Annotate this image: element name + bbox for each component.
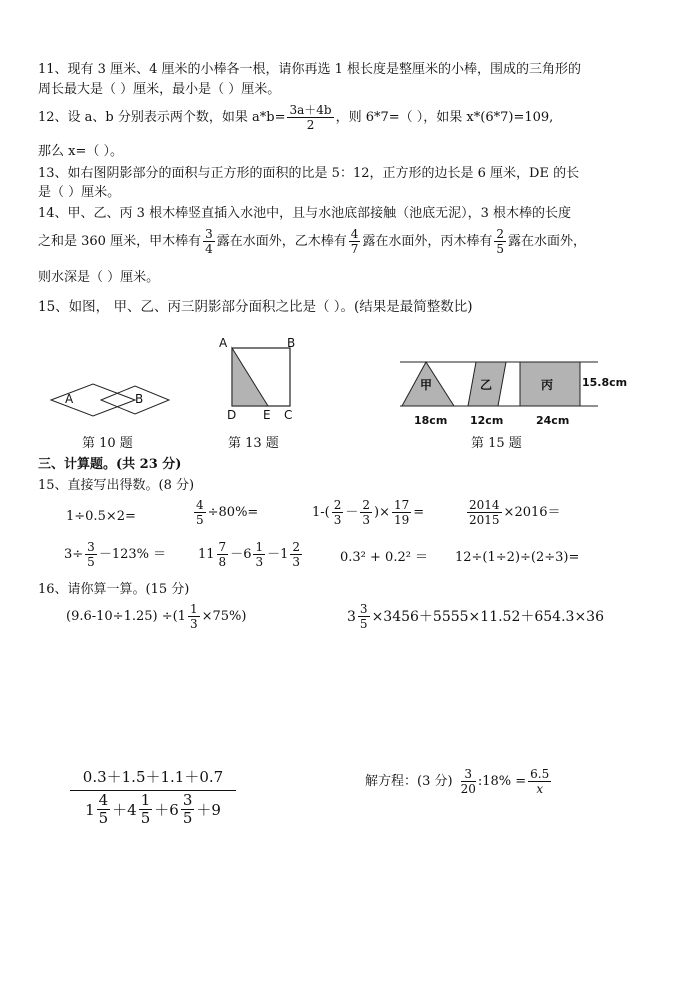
r1c3-f3n: 17 bbox=[394, 498, 410, 512]
q16-e4-f2n: 6.5 bbox=[530, 767, 550, 781]
q16-e1-fd: 3 bbox=[189, 617, 198, 631]
r1c3-f2n: 2 bbox=[362, 498, 371, 512]
r2c2-f2n: 1 bbox=[255, 540, 264, 554]
q12-pre: 12、设 a、b 分别表示两个数，如果 a*b= bbox=[38, 109, 286, 125]
q16-title: 16、请你算一算。(15 分) bbox=[38, 582, 190, 597]
q12-line1 bbox=[38, 104, 553, 131]
q16-e3-op3: ＋9 bbox=[196, 801, 221, 819]
q16-e4-frac1 bbox=[461, 768, 476, 795]
q16-e4-mid: :18% = bbox=[477, 773, 527, 789]
q14-f1d: 4 bbox=[205, 242, 213, 256]
q14-seg2: 露在水面外，乙木棒有 bbox=[216, 233, 347, 249]
q16-e2-fn: 3 bbox=[359, 602, 368, 616]
q16-e4-f2d: x bbox=[536, 782, 544, 796]
r1c3-f3d: 19 bbox=[394, 513, 410, 527]
q14-f2n: 4 bbox=[350, 227, 359, 241]
q16-e3-w1: 1 bbox=[85, 800, 95, 819]
r2c2-f2d: 3 bbox=[255, 555, 264, 569]
r1c2-frac bbox=[194, 499, 206, 526]
q15-text: 15、如图， 甲、乙、丙三阴影部分面积之比是（ ）。(结果是最简整数比) bbox=[38, 299, 473, 315]
q15b-r1c4 bbox=[465, 499, 561, 526]
r1c2-rest: ÷80%= bbox=[207, 504, 259, 520]
q14-line1: 14、甲、乙、丙 3 根木棒竖直插入水池中，且与水池底部接触（池底无泥），3 根木棒的长度 bbox=[38, 206, 571, 221]
r2c1-rest: －123% ＝ bbox=[98, 546, 167, 562]
q16-e3-f2n: 1 bbox=[140, 791, 151, 809]
r1c3-f1n: 2 bbox=[333, 498, 342, 512]
fig13-label-d: D bbox=[227, 408, 237, 422]
q16-e4-pre: 解方程：(3 分) bbox=[365, 773, 453, 789]
fig10-rhombus-left bbox=[51, 384, 135, 416]
q16-e4-f1d: 20 bbox=[460, 782, 476, 796]
q16-e3-f1n: 4 bbox=[98, 791, 109, 809]
fig13-shaded-triangle bbox=[232, 348, 268, 406]
q15b-r2c4: 12÷(1÷2)÷(2÷3)= bbox=[455, 550, 580, 565]
q14-seg3: 露在水面外，丙木棒有 bbox=[362, 233, 493, 249]
r1c3-frac2 bbox=[360, 499, 372, 526]
q15b-title: 15、直接写出得数。(8 分) bbox=[38, 478, 195, 493]
section3-title: 三、计算题。(共 23 分) bbox=[38, 457, 182, 472]
fig10-label-a: A bbox=[65, 392, 74, 406]
r2c2-w1: 11 bbox=[198, 546, 215, 562]
fig13-diagram bbox=[226, 343, 296, 413]
q16-e2-post: ×3456＋5555×11.52＋654.3×36 bbox=[371, 608, 604, 625]
q11-line1: 11、现有 3 厘米、4 厘米的小棒各一根，请你再选 1 根长度是整厘米的小棒，围成的三角形的 bbox=[38, 62, 582, 77]
q16-e3-f3n: 3 bbox=[182, 791, 193, 809]
r1c3-f2d: 3 bbox=[362, 513, 371, 527]
q14-frac3 bbox=[494, 228, 506, 255]
q12-frac-num: 3a＋4b bbox=[289, 103, 332, 117]
q16-e3-f3d: 5 bbox=[182, 809, 193, 827]
q16-e3-f2d: 5 bbox=[140, 809, 151, 827]
q16-e2-frac bbox=[358, 603, 370, 630]
r1c2-fn: 4 bbox=[196, 498, 204, 512]
r1c4-frac bbox=[467, 499, 502, 526]
q16-expr3 bbox=[70, 766, 236, 826]
fig15-caption: 第 15 题 bbox=[471, 436, 522, 451]
r2c2-frac1 bbox=[217, 541, 229, 568]
r2c1-fd: 5 bbox=[87, 555, 95, 569]
q16-e2-w: 3 bbox=[347, 608, 356, 625]
fig13-label-c: C bbox=[284, 408, 293, 422]
fig13-caption: 第 13 题 bbox=[228, 436, 279, 451]
q16-e3-numerator: 0.3＋1.5＋1.1＋0.7 bbox=[70, 766, 236, 791]
fig15-label-yi: 乙 bbox=[480, 378, 493, 392]
r2c1-fn: 3 bbox=[87, 540, 95, 554]
q14-f2d: 7 bbox=[350, 242, 359, 256]
q13-line1: 13、如右图阴影部分的面积与正方形的面积的比是 5：12，正方形的边长是 6 厘米，DE 的长 bbox=[38, 166, 580, 181]
q14-line3: 则水深是（ ）厘米。 bbox=[38, 270, 160, 285]
r2c2-f1d: 8 bbox=[218, 555, 227, 569]
r1c3-frac3 bbox=[392, 499, 411, 526]
q14-seg1: 之和是 360 厘米，甲木棒有 bbox=[38, 233, 202, 249]
q16-e3-frac2 bbox=[139, 793, 153, 826]
q14-f3d: 5 bbox=[496, 242, 505, 256]
fig13-label-a: A bbox=[219, 336, 228, 350]
r1c3-f1d: 3 bbox=[333, 513, 342, 527]
q16-equation bbox=[365, 768, 553, 795]
q16-e1-pre: (9.6-10÷1.25) ÷(1 bbox=[66, 608, 186, 624]
q16-expr2 bbox=[347, 603, 604, 630]
fig15-label-w3: 24cm bbox=[536, 414, 570, 427]
r2c2-f3n: 2 bbox=[292, 540, 301, 554]
q16-e3-denominator bbox=[70, 791, 236, 826]
q16-e3-frac1 bbox=[97, 793, 111, 826]
q14-frac2 bbox=[349, 228, 361, 255]
r1c4-fn: 2014 bbox=[469, 498, 500, 512]
q15b-r1c3 bbox=[312, 499, 424, 526]
r1c4-fd: 2015 bbox=[469, 513, 500, 527]
r1c3-frac1 bbox=[332, 499, 344, 526]
fig15-label-w2: 12cm bbox=[470, 414, 504, 427]
q12-post: ，则 6*7=（ ），如果 x*(6*7)=109, bbox=[335, 109, 554, 125]
r2c1-frac bbox=[85, 541, 97, 568]
fig15-label-bing: 丙 bbox=[541, 378, 554, 392]
fig15-label-jia: 甲 bbox=[420, 378, 433, 392]
q14-line2 bbox=[38, 228, 586, 255]
q14-seg4: 露在水面外， bbox=[508, 233, 587, 249]
q15b-r1c1: 1÷0.5×2= bbox=[66, 509, 136, 524]
r1c4-rest: ×2016＝ bbox=[503, 504, 561, 520]
r1c3-pre: 1-( bbox=[312, 504, 330, 520]
q12-fraction bbox=[287, 104, 333, 131]
q16-e1-fn: 1 bbox=[189, 602, 198, 616]
q16-e1-frac bbox=[188, 603, 200, 630]
fig10-caption: 第 10 题 bbox=[82, 436, 133, 451]
q16-e1-post: ×75%) bbox=[201, 608, 247, 624]
r1c3-eq: = bbox=[413, 504, 425, 520]
q12-line2: 那么 x=（ ）。 bbox=[38, 144, 123, 159]
r1c3-close: )× bbox=[374, 504, 391, 520]
q16-e3-frac3 bbox=[181, 793, 195, 826]
r2c2-op2: －1 bbox=[267, 546, 289, 562]
r2c2-op1: －6 bbox=[230, 546, 252, 562]
q12-frac-den: 2 bbox=[306, 118, 315, 132]
q15b-r2c3: 0.3² + 0.2² ＝ bbox=[340, 550, 429, 565]
fig10-label-b: B bbox=[135, 392, 144, 406]
q13-line2: 是（ ）厘米。 bbox=[38, 185, 121, 200]
q15b-r2c1 bbox=[64, 541, 166, 568]
q11-line2: 周长最大是（ ）厘米，最小是（ ）厘米。 bbox=[38, 82, 281, 97]
q15b-r1c2 bbox=[192, 499, 258, 526]
r1c2-fd: 5 bbox=[196, 513, 204, 527]
q16-e2-fd: 5 bbox=[359, 617, 368, 631]
q14-f1n: 3 bbox=[205, 227, 213, 241]
q16-e3-op1: ＋4 bbox=[112, 801, 137, 819]
fig13-label-b: B bbox=[287, 336, 296, 350]
q16-e3-op2: ＋6 bbox=[154, 801, 179, 819]
fig15-label-w1: 18cm bbox=[414, 414, 448, 427]
r2c2-f3d: 3 bbox=[292, 555, 301, 569]
q15b-r2c2 bbox=[198, 541, 304, 568]
r2c1-pre: 3÷ bbox=[64, 546, 84, 562]
q14-f3n: 2 bbox=[496, 227, 505, 241]
q16-e4-frac2 bbox=[528, 768, 551, 795]
r2c2-frac3 bbox=[290, 541, 302, 568]
q14-frac1 bbox=[203, 228, 215, 255]
fig15-label-height: 15.8cm bbox=[582, 376, 628, 389]
q16-e3-f1d: 5 bbox=[98, 809, 109, 827]
q16-expr1 bbox=[66, 603, 246, 630]
fig13-label-e: E bbox=[263, 408, 271, 422]
r2c2-frac2 bbox=[253, 541, 265, 568]
r1c3-mid: － bbox=[345, 504, 359, 520]
q16-e4-f1n: 3 bbox=[461, 768, 476, 782]
r2c2-f1n: 7 bbox=[218, 540, 227, 554]
